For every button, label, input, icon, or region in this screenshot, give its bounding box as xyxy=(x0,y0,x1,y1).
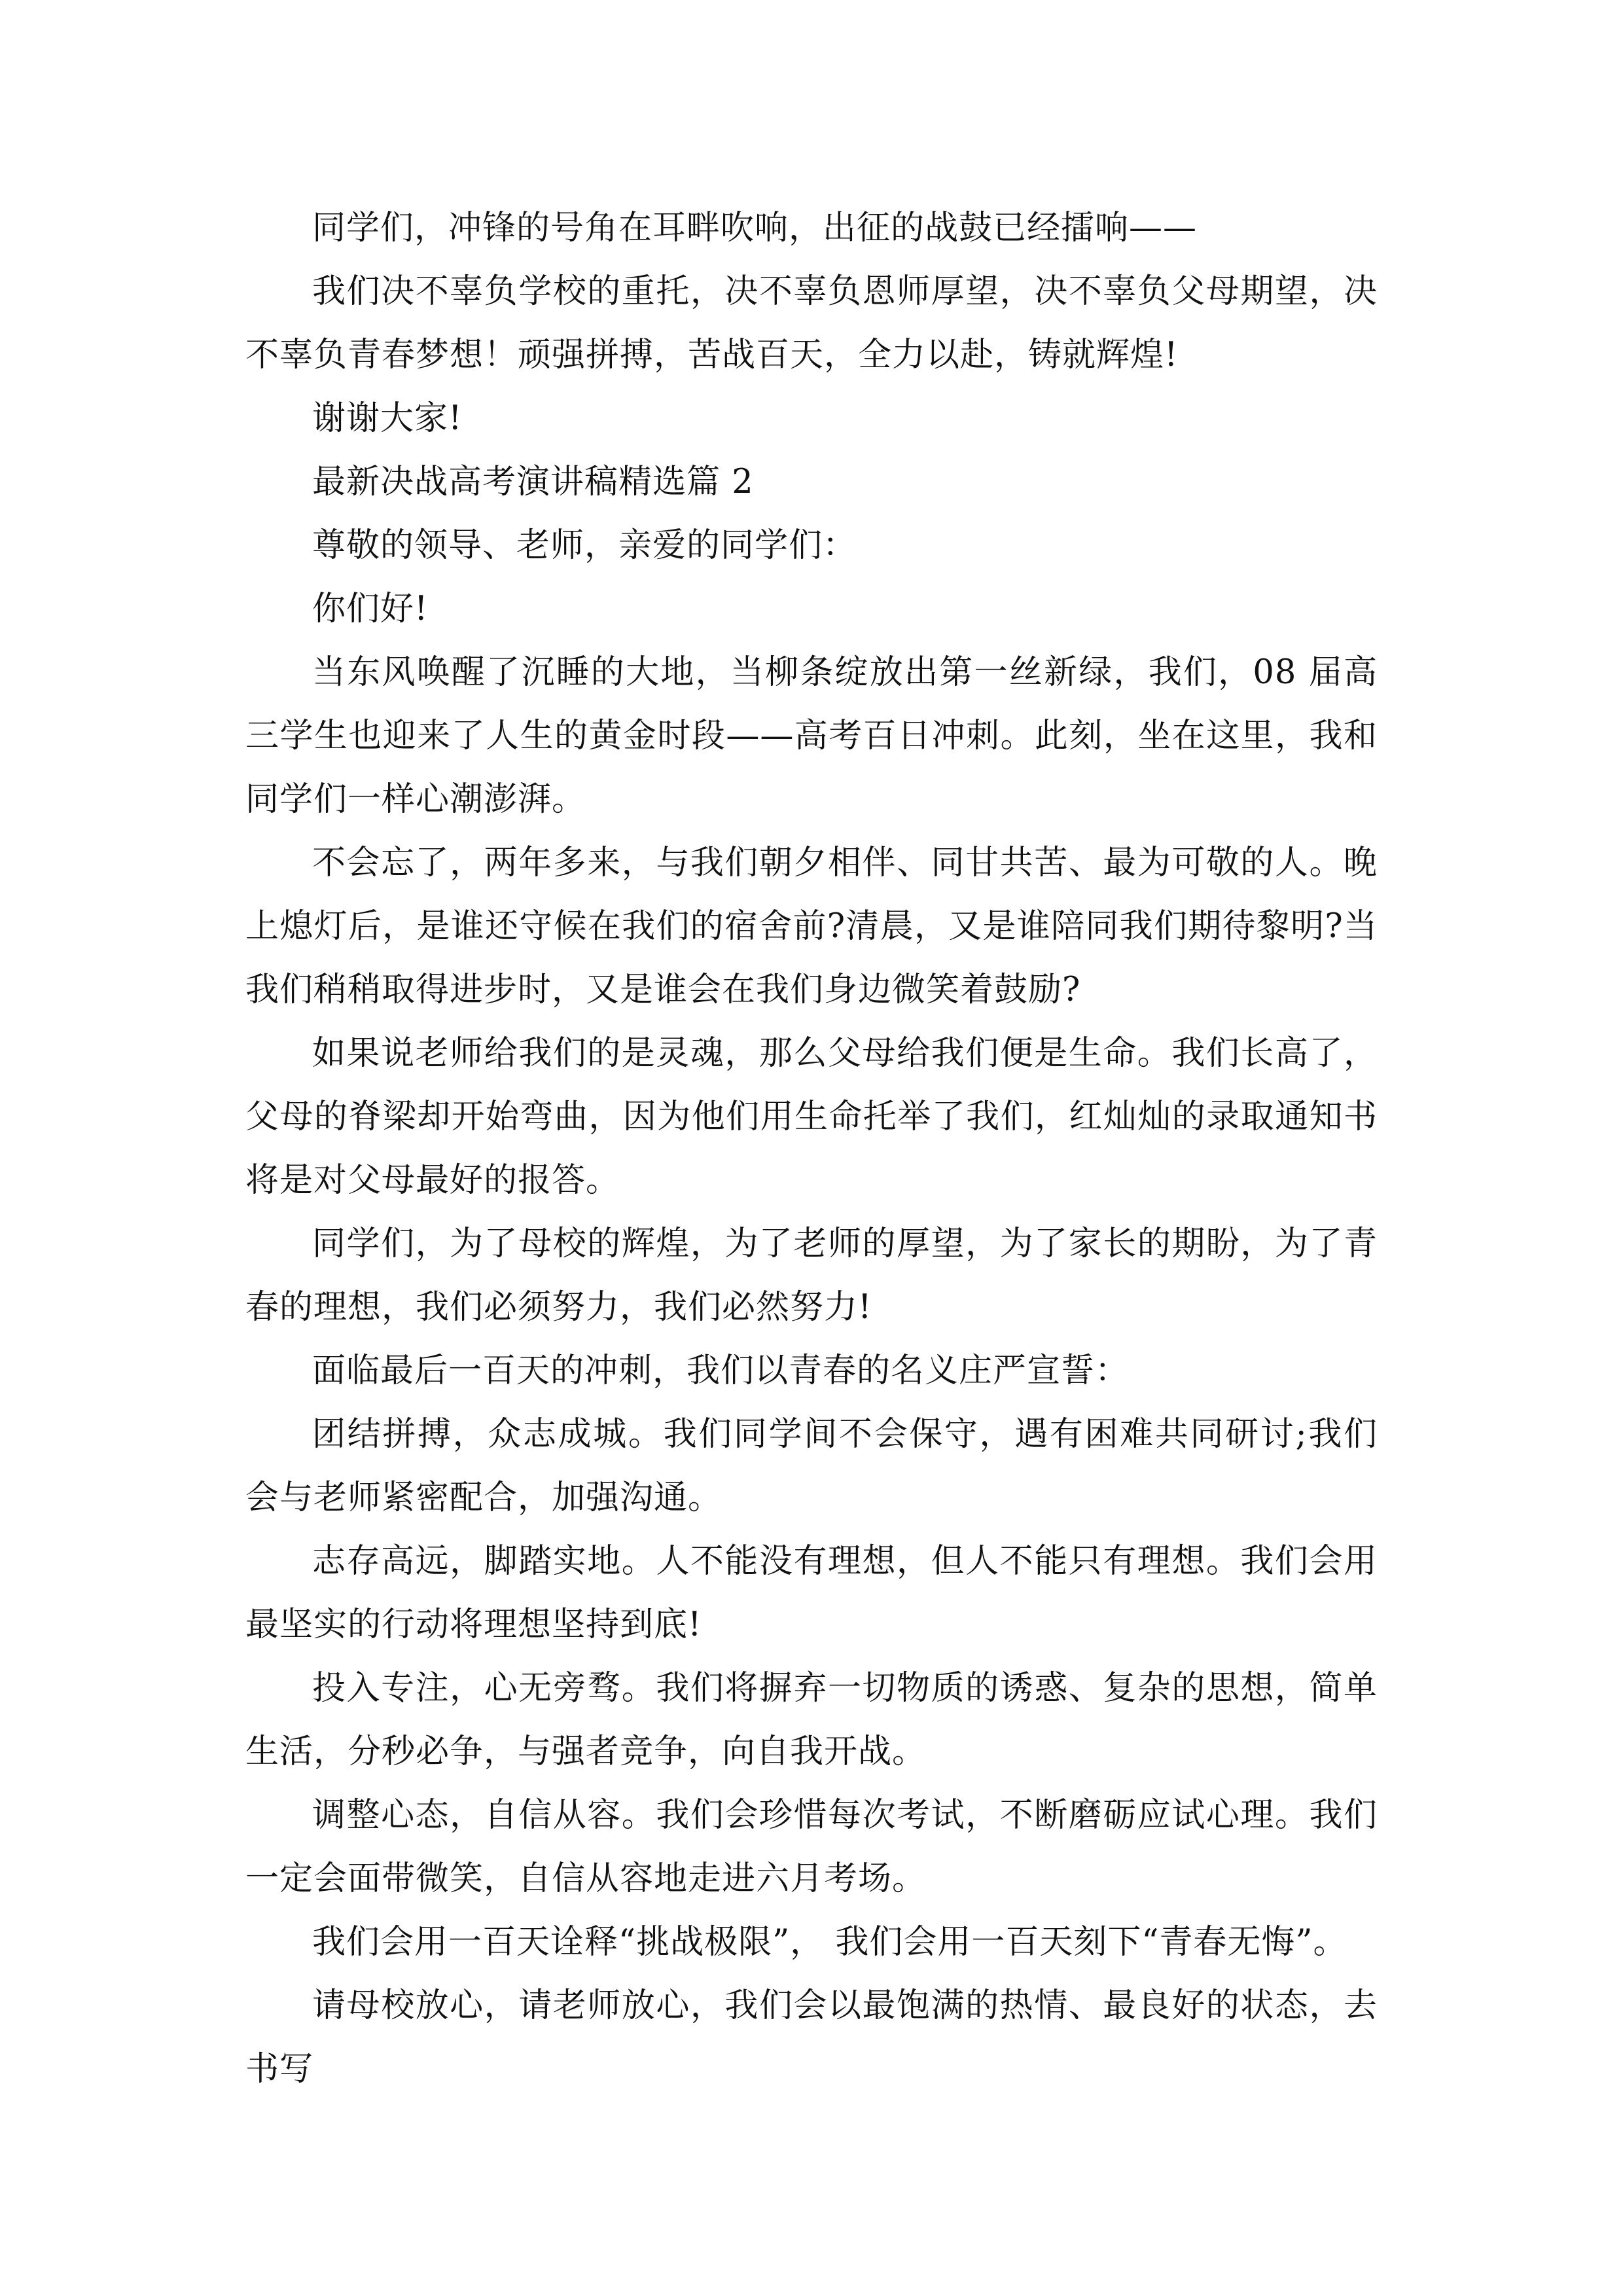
paragraph-13: 志存高远，脚踏实地。人不能没有理想，但人不能只有理想。我们会用最坚实的行动将理想坚持到底! xyxy=(245,1542,1378,1644)
paragraph-16: 我们会用一百天诠释“挑战极限”， 我们会用一百天刻下“青春无悔”。 xyxy=(312,1923,1347,1962)
paragraph-9: 如果说老师给我们的是灵魂，那么父母给我们便是生命。我们长高了，父母的脊梁却开始弯曲，因为他们用生命托举了我们，红灿灿的录取通知书将是对父母最好的报答。 xyxy=(245,1034,1378,1200)
paragraph-3: 谢谢大家! xyxy=(312,399,463,438)
salutation: 尊敬的领导、老师，亲爱的同学们： xyxy=(312,526,857,565)
paragraph-11: 面临最后一百天的冲刺，我们以青春的名义庄严宣誓： xyxy=(312,1352,1130,1390)
speech-text-body xyxy=(245,196,1378,2101)
paragraph-12: 团结拼搏，众志成城。我们同学间不会保守，遇有困难共同研讨;我们会与老师紧密配合，加强沟通。 xyxy=(245,1415,1378,1517)
paragraph-17: 请母校放心，请老师放心，我们会以最饱满的热情、最良好的状态，去书写 xyxy=(245,1986,1378,2089)
greeting: 你们好! xyxy=(312,590,429,628)
section-heading: 最新决战高考演讲稿精选篇 2 xyxy=(312,463,754,501)
paragraph-10: 同学们，为了母校的辉煌，为了老师的厚望，为了家长的期盼，为了青春的理想，我们必须努力，我们必然努力! xyxy=(245,1225,1378,1327)
paragraph-2: 我们决不辜负学校的重托，决不辜负恩师厚望，决不辜负父母期望，决不辜负青春梦想！顽强拼搏，苦战百天，全力以赴，铸就辉煌! xyxy=(245,272,1378,374)
paragraph-15: 调整心态，自信从容。我们会珍惜每次考试，不断磨砺应试心理。我们一定会面带微笑，自信从容地走进六月考场。 xyxy=(245,1796,1378,1898)
paragraph-1: 同学们，冲锋的号角在耳畔吹响，出征的战鼓已经擂响—— xyxy=(312,209,1198,247)
paragraph-14: 投入专注，心无旁骛。我们将摒弃一切物质的诱惑、复杂的思想，简单生活，分秒必争，与强者竞争，向自我开战。 xyxy=(245,1669,1378,1771)
paragraph-8: 不会忘了，两年多来，与我们朝夕相伴、同甘共苦、最为可敬的人。晚上熄灯后，是谁还守候在我们的宿舍前?清晨，又是谁陪同我们期待黎明?当我们稍稍取得进步时，又是谁会在我们身边微笑着鼓励? xyxy=(245,844,1378,1009)
paragraph-7: 当东风唤醒了沉睡的大地，当柳条绽放出第一丝新绿，我们，08 届高三学生也迎来了人生的黄金时段——高考百日冲刺。此刻，坐在这里，我和同学们一样心潮澎湃。 xyxy=(245,653,1378,819)
